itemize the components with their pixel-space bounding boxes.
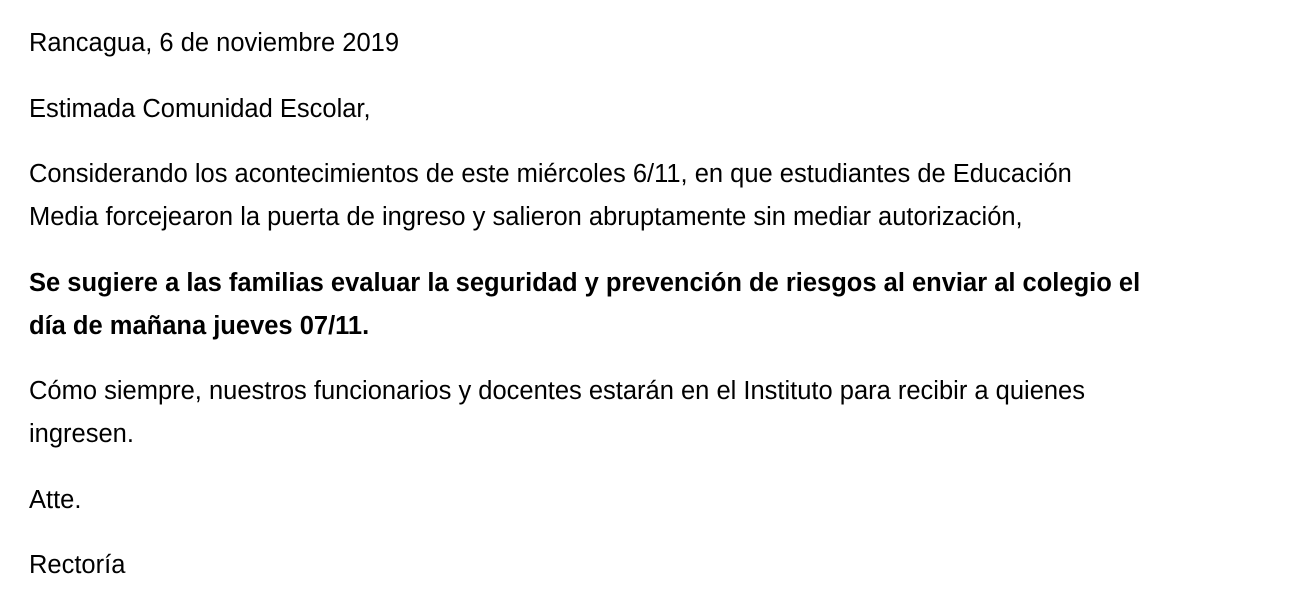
reassurance-line-1: Cómo siempre, nuestros funcionarios y docentes estarán en el Instituto para recibir a quienes [29, 377, 1085, 405]
reassurance-line-2: ingresen. [29, 420, 134, 448]
reassurance-paragraph [29, 370, 1085, 456]
closing: Atte. [29, 486, 82, 514]
context-line-1: Considerando los acontecimientos de este miércoles 6/11, en que estudiantes de Educación [29, 160, 1072, 188]
context-line-2: Media forcejearon la puerta de ingreso y salieron abruptamente sin mediar autorización, [29, 203, 1023, 231]
notice-line-1: Se sugiere a las familias evaluar la seguridad y prevención de riesgos al enviar al colegio el [29, 269, 1141, 297]
notice-paragraph [29, 262, 1140, 348]
signature: Rectoría [29, 551, 126, 579]
notice-line-2: día de mañana jueves 07/11. [29, 312, 370, 340]
greeting: Estimada Comunidad Escolar, [29, 95, 371, 123]
date-line: Rancagua, 6 de noviembre 2019 [29, 29, 400, 57]
context-paragraph [29, 153, 1072, 239]
